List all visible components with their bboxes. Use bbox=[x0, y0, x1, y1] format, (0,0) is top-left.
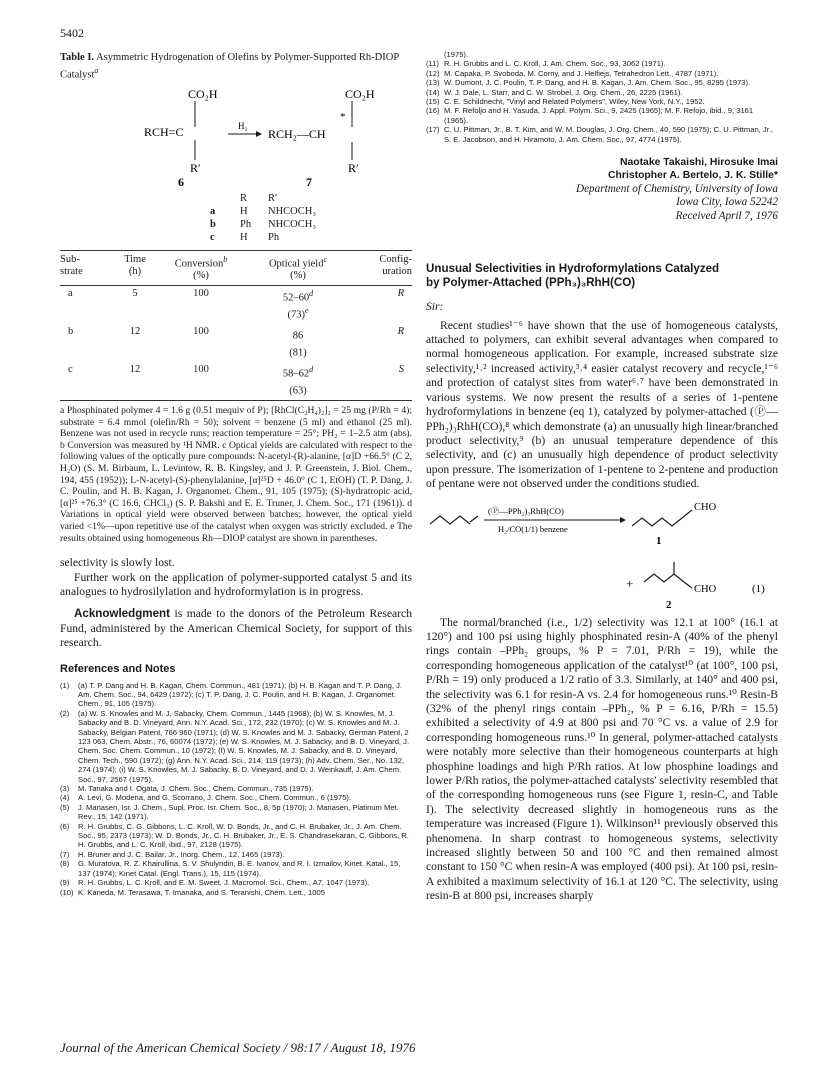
cell-substrate: a bbox=[68, 288, 73, 299]
cell-conversion: 100 bbox=[193, 326, 209, 337]
acknowledgment bbox=[60, 607, 412, 650]
table-caption: Asymmetric Hydrogenation of Olefins by Polymer-Supported Rh-DIOP Catalyst bbox=[60, 52, 399, 80]
product-acid: CO₂H bbox=[345, 86, 375, 101]
r-group-row bbox=[210, 231, 412, 244]
table-row bbox=[60, 286, 412, 324]
references-heading: References and Notes bbox=[60, 662, 176, 675]
reactant-acid: CO₂H bbox=[188, 86, 218, 101]
right-column bbox=[426, 52, 778, 904]
table-caption-sup: a bbox=[94, 65, 99, 75]
reference-item: (4) A. Levi, G. Modena, and G. Scorrano, J. Chem. Soc., Chem. Commun., 6 (1975). bbox=[60, 793, 352, 803]
reference-item: (17) C. U. Pittman, Jr., B. T. Kim, and W. M. Douglas, J. Org. Chem., 40, 590 (1975); C. U. Pittman, Jr., S. E. Jacobson, and H. Hiramoto, J. Am. Chem. Soc., 97, 4774 (1975). bbox=[426, 125, 774, 144]
reference-item: (6) R. H. Grubbs, C. G. Gibbons, L. C. Kroll, W. D. Bonds, Jr., and C. H. Brubaker, Jr., J. Am. Chem. Soc., 95, 2373 (1973); W. D. Bonds, Jr., C. H. Brubaker, Jr., E. S. Chandrasekaran, C. Gibbons, R. H. Grubbs, and L. C. Kroll, ibid., 97, 2128 (1975). bbox=[60, 821, 409, 850]
authors-line-1: Naotake Takaishi, Hirosuke Imai bbox=[619, 157, 778, 169]
r-group-cell: NHCOCH₃ bbox=[268, 218, 316, 230]
equation-plus: + bbox=[626, 575, 634, 591]
r-group-header-cell: R′ bbox=[268, 192, 278, 204]
product-2-cho: CHO bbox=[694, 583, 717, 595]
reference-item: (1975). bbox=[444, 50, 469, 59]
reference-item: (2) (a) W. S. Knowles and M. J. Sabacky, Chem. Commun., 1445 (1968); (b) W. S. Knowles, M. J. Sabacky and B. D. Vineyard, Ann. N.Y. Acad. Sci., 172, 232 (1970); (c) W. S. Knowles and M. J. Sabacky, Belgian Patent, 766 960 (1971); (d) W. S. Knowles and M. J. Sabacky, German Patent, 2 123 063, Chem. Abstr., 76, 60074 (1972); (e) W. S. Knowles, M. J. Sabacky, and B. D. Vineyard, J. Chem. Soc. Chem. Commun., 10 (1972); (f) W. S. Knowles, M. J. Sabacky, and B. D. Vineyard, Chem. Tech., 590 (1972); (g) Ann. N.Y. Acad. Sci., 214, 119 (1973); (h) Adv. Chem. Ser., No. 132, 274 (1974); (i) W. S. Knowles, M. J. Sabacky, B. D. Vineyard, and D. J. Weinkauff, J. Am. Chem. Soc., 97, 2567 (1975). bbox=[60, 708, 410, 784]
reference-item: (5) J. Manasen, Isr. J. Chem., Supl. Proc. Isr. Chem. Soc., 8, 5p (1970); J. Manasen, Platinum Met. Rev., 15, 142 (1971). bbox=[60, 802, 399, 822]
salutation: Sir: bbox=[426, 299, 444, 313]
col-header-time: Time (h) bbox=[124, 253, 146, 277]
cell-yield: 58–62$^d$ (63) bbox=[282, 365, 314, 397]
reference-item: (1) (a) T. P. Dang and H. B. Kagan, Chem. Commun., 481 (1971); (b) H. B. Kagan and T. P. Dang, J. Am. Chem. Soc., 94, 6429 (1972); (c) T. P. Dang, J. C. Poulin, and H. B. Kagan, J. Organomet. Chem., 91, 105 (1975). bbox=[60, 680, 403, 709]
r-group-table bbox=[210, 192, 412, 244]
article-title bbox=[426, 262, 778, 290]
equation-number: (1) bbox=[752, 582, 765, 595]
pentene-skeleton bbox=[430, 516, 470, 524]
product-2-skeleton bbox=[644, 574, 684, 582]
table-title bbox=[60, 52, 412, 82]
cell-config: R bbox=[397, 326, 404, 337]
reference-item: (8) G. Muratova, R. Z. Khairullina, S. V. Shulyndin, B. E. Ivanov, and R. I. Izmailov, Kinet. Katal., 15, 137 (1974); Kinet Catal. (Engl. Trans.), 15, 115 (1974). bbox=[60, 859, 401, 878]
cell-time: 12 bbox=[129, 326, 141, 337]
r-group-header-cell: R bbox=[240, 192, 248, 204]
journal-footer: Journal of the American Chemical Society / 98:17 / August 18, 1976 bbox=[60, 1040, 416, 1055]
reference-item: (14) W. J. Dale, L. Starr, and C. W. Strobel, J. Org. Chem., 26, 2225 (1961). bbox=[426, 87, 683, 97]
table-footnotes: a Phosphinated polymer 4 = 1.6 g (0.51 mequiv of P); [RhCl(C₂H₄)₂]₂ = 25 mg (P/Rh = 4); substrate = 6.4 mmol (olefin/Rh = 50); solvent = benzene (5 ml) and ethanol (25 ml). Benzene was not used in recycle runs; reaction temperature = 25°; PH₂ = 1–2.5 atm (abs). b Conversion was measured by ¹H NMR. c Optical yields are calculated with respect to the following values of the optically pure compounds: N-acetyl-(R)-alanine, [α]D +66.5° (C 2, H₂O) (S. M. Birbaum, L. Levintow, R. B. Kingsley, and J. P. Greenstein, J. Biol. Chem., 194, 455 (1952)); L-N-acetyl-(S)-phenylalanine, [α]²⁵D + 46.0° (C 1, EtOH) (T. P. Dang, J. C. Poulin, and H. B. Kagan, J. Organomet. Chem., 91, 105 (1975); (S)-hydratropic acid, [α]²⁵ +76.3° (C 16.6, CHCl₃) (S. P. Bakshi and E. E. Truner, J. Chem. Soc., 171 (1961)). d Variations in optical yield were observed between batches; however, the optical yield varied <1%—upon repetitive use of the catalyst when oxygen was strictly excluded. e The results obtained using homogeneous Rh—DIOP catalyst are shown in parentheses. bbox=[60, 405, 412, 544]
product-1-label: 1 bbox=[656, 534, 662, 547]
results-table bbox=[60, 250, 412, 402]
cell-substrate: b bbox=[68, 326, 74, 337]
col-header-conversion: Conversion$^b$ (%) bbox=[174, 254, 228, 281]
authors-line-2: Christopher A. Bertelo, J. K. Stille* bbox=[608, 170, 778, 182]
references-list-left bbox=[60, 681, 412, 897]
r-group-cell: Ph bbox=[268, 231, 280, 243]
cell-config: S bbox=[398, 364, 404, 375]
affiliation bbox=[426, 183, 778, 210]
received-date: Received April 7, 1976 bbox=[675, 210, 778, 223]
r-group-cell: a bbox=[210, 205, 216, 217]
reaction-scheme bbox=[60, 84, 412, 186]
equation-catalyst: (Ⓟ—PPh₂)₃RhH(CO) bbox=[488, 505, 564, 516]
r-group-cell: H bbox=[240, 231, 248, 243]
affiliation-city: Iowa City, Iowa 52242 bbox=[676, 196, 778, 209]
cell-conversion: 100 bbox=[193, 364, 209, 375]
article-title-line-1: Unusual Selectivities in Hydroformylations Catalyzed bbox=[426, 261, 720, 275]
product-sub: R′ bbox=[348, 160, 359, 175]
product-star: * bbox=[340, 110, 346, 123]
r-group-cell: H bbox=[240, 205, 248, 217]
table-row bbox=[60, 324, 412, 362]
reference-item: (10) K. Kaneda, M. Terasawa, T. Imanaka, and S. Teranishi, Chem. Lett., 1005 bbox=[60, 887, 325, 897]
acknowledgment-label: Acknowledgment bbox=[74, 607, 170, 621]
reference-item: (16) M. F. Refoljo and H. Yasuda, J. Appl. Polym. Sci., 9, 2425 (1965); M. F. Refojo, ibid., 9, 3161 (1965). bbox=[426, 106, 754, 125]
col-header-configuration: Config- uration bbox=[379, 253, 412, 277]
reference-item: (15) C. E. Schildnecht, "Vinyl and Related Polymers", Wiley, New York, N.Y., 1952. bbox=[426, 97, 705, 107]
reference-item: (11) R. H. Grubbs and L. C. Kroll, J. Am. Chem. Soc., 93, 3062 (1971). bbox=[426, 59, 666, 69]
col-header-optical-yield: Optical yield$^c$ (%) bbox=[268, 254, 328, 281]
left-paragraph-1: selectivity is slowly lost. bbox=[60, 556, 175, 570]
table-label: Table I. bbox=[60, 52, 95, 63]
r-group-cell: c bbox=[210, 231, 215, 243]
reference-item: (9) R. H. Grubbs, L. C. Kroll, and E. M. Sweet, J. Macromol. Sci., Chem., A7, 1047 (1973). bbox=[60, 878, 370, 888]
r-group-cell: NHCOCH₃ bbox=[268, 205, 316, 217]
article-paragraph-2: The normal/branched (i.e., 1/2) selectivity was 12.1 at 100° (16.1 at 120°) and 100 psi using highly phosphinated resin-A (40% of the phenyl rings contain –PPh₂ groups, % P = 7.01, P/Rh = 19), while the corresponding homogeneous application of the catalyst¹⁰ (at 100°, 100 psi, P/Rh = 19) only produced a 1/2 ratio of 3.3. Similarly, at 140° and 400 psi, the selectivity was 6.1 for resin-A vs. 2.4 for homogeneous runs.¹⁰ Resin-B (32% of the phenyl rings contain –PPh₂, % P = 6.16, P/Rh = 15.5) exhibited a selectivity of 4.9 at 800 psi and 70 °C vs. a value of 2.9 for corresponding homogeneous runs.¹⁰ In general, polymer-attached catalysts were notably more selective than their homogeneous counterparts at high phosphine loadings and high P/Rh ratios. At low phosphine loadings and lower P/Rh ratios, the polymer-attached catalysts' selectivity resembled that of the corresponding homogeneous runs (see Figure 1, resin-C, and Table I). The selectivity decreased slightly in homogeneous runs as the temperature was increased (Figure 1). Wilkinson¹¹ previously observed this phenomena. In sharp contrast to homogeneous systems, selectivity increased slightly between 50 and 100 °C and then remained almost constant to 150 °C when resin-A was employed (400 psi). At 100 psi, resin-A exhibited a maximum selectivity of 16.1 at 120 °C. The selectivity, using resin-B at 800 psi, increases sharply bbox=[426, 615, 778, 903]
page-number: 5402 bbox=[60, 26, 84, 40]
r-group-cell: b bbox=[210, 218, 216, 230]
left-paragraph-2: Further work on the application of polymer-supported catalyst 5 and its analogues to hydrosilylation and hydroformylation is in progress. bbox=[60, 570, 412, 598]
product-1-cho: CHO bbox=[694, 501, 717, 513]
cell-time: 12 bbox=[129, 364, 141, 375]
reference-item: (7) H. Bruner and J. C. Bailar, Jr., Inorg. Chem., 12, 1465 (1973). bbox=[60, 849, 285, 859]
r-group-row bbox=[210, 218, 412, 231]
left-column bbox=[60, 52, 412, 897]
equation-conditions: H₂/CO(1/1) benzene bbox=[498, 523, 568, 534]
references-list-right bbox=[426, 50, 778, 144]
r-group-header-cell bbox=[210, 192, 240, 205]
reactant-sub: R′ bbox=[190, 160, 201, 175]
article-paragraph-1: Recent studies¹⁻⁶ have shown that the use of homogeneous catalysts, attached to polymers, can exhibit several advantages when compared to normal homogeneous application. For example, increased substrate size selectivity,¹˒² increased activity,³˒⁴ easier catalyst recovery and recycle,¹⁻⁶ and protection of catalyst sites from water⁶˒⁷ have been demonstrated in various systems. We now present the results of a series of 1-pentene hydroformylations in benzene (eq 1), catalyzed by polymer-attached (Ⓟ—PPh₂)₃RhH(CO),⁸ which demonstrate (a) an unusually high linear/branched product selectivity,⁹ (b) an unusual temperature dependence of this selectivity, and (c) an unusually high dependence of product selectivity upon pressure. The isomerization of 1-pentene to 2-pentene and production of pentane were not observed under the conditions studied. bbox=[426, 318, 778, 491]
cell-conversion: 100 bbox=[193, 288, 209, 299]
acknowledgment-text: is made to the donors of the Petroleum Research Fund, administered by the American Chemical Society, for support of this research. bbox=[60, 607, 412, 650]
reactant-label: 6 bbox=[178, 174, 184, 186]
cell-config: R bbox=[397, 288, 404, 299]
cell-yield: 52–60$^d$ $(73)^e$ bbox=[282, 289, 314, 321]
cell-yield: 86 (81) bbox=[289, 330, 307, 359]
product-1-skeleton bbox=[632, 518, 682, 526]
article-title-line-2: by Polymer-Attached (PPh₃)₃RhH(CO) bbox=[426, 275, 636, 289]
equation-arrow-head bbox=[620, 517, 626, 523]
product-left: RCH₂—CH bbox=[268, 126, 326, 141]
equation-structures bbox=[426, 496, 778, 616]
col-header-substrate: Sub- strate bbox=[60, 253, 83, 277]
cell-substrate: c bbox=[68, 364, 73, 375]
product-2-label: 2 bbox=[666, 598, 672, 611]
arrow-label: H₂ bbox=[238, 120, 248, 131]
arrow-head bbox=[256, 131, 262, 137]
r-group-row bbox=[210, 205, 412, 218]
table-row bbox=[60, 362, 412, 400]
hydroformylation-equation bbox=[426, 496, 778, 616]
reference-item: (12) M. Capaka, P. Svoboda, M. Corny, and J. Helfiejs, Tetrahedron Lett., 4787 (1971). bbox=[426, 68, 719, 78]
cell-time: 5 bbox=[132, 288, 138, 299]
results-table-header bbox=[60, 251, 412, 287]
affiliation-dept: Department of Chemistry, University of Iowa bbox=[576, 182, 778, 195]
author-list bbox=[426, 156, 778, 183]
reactant-left: RCH=C bbox=[144, 124, 184, 139]
r-group-cell: Ph bbox=[240, 218, 252, 230]
product-label: 7 bbox=[306, 174, 312, 186]
r-group-header bbox=[210, 192, 412, 205]
scheme-structures bbox=[60, 84, 412, 186]
reference-item: (3) M. Tanaka and I. Ogata, J. Chem. Soc., Chem. Commun., 735 (1975). bbox=[60, 784, 314, 794]
reference-item: (13) W. Dumont, J. C. Poulin, T. P. Dang, and H. B. Kagan, J. Am. Chem. Soc., 95, 8295 (1973). bbox=[426, 78, 751, 88]
